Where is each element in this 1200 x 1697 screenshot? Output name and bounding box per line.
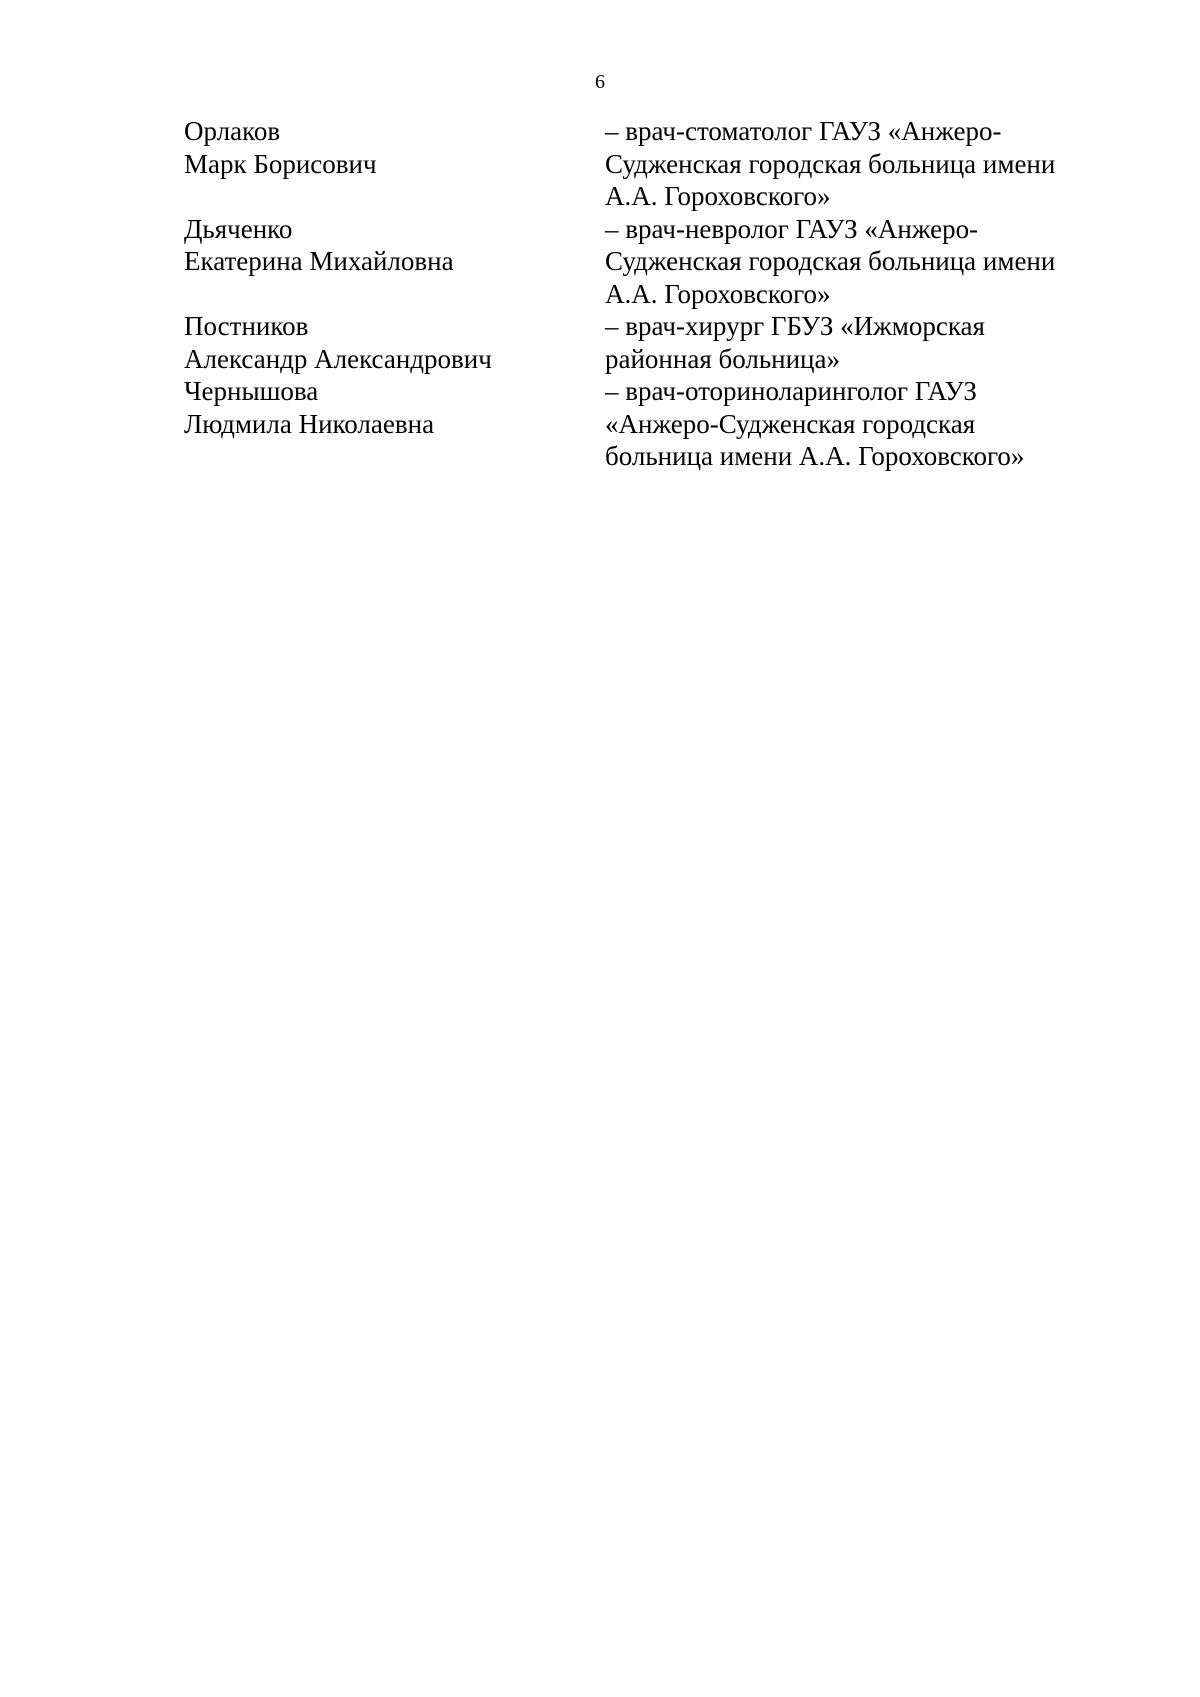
staff-name <box>184 213 605 311</box>
surname: Постников <box>184 311 309 341</box>
position-line: А.А. Гороховского» <box>605 278 831 309</box>
given-names: Екатерина Михайловна <box>184 246 454 276</box>
surname: Чернышова <box>184 376 319 406</box>
staff-entry <box>184 310 1104 375</box>
position-line: районная больница» <box>605 343 840 374</box>
given-names: Людмила Николаевна <box>184 408 435 439</box>
surname: Орлаков <box>184 116 281 146</box>
given-names: Марк Борисович <box>184 148 377 179</box>
staff-position <box>605 310 1104 375</box>
position-line: «Анжеро-Судженская городская <box>605 408 976 439</box>
staff-entry <box>184 375 1104 473</box>
staff-name <box>184 310 605 375</box>
position-line: – врач-невролог ГАУЗ «Анжеро- <box>605 213 979 244</box>
surname: Дьяченко <box>184 213 293 244</box>
position-line: – врач-хирург ГБУЗ «Ижморская <box>605 311 985 341</box>
position-line: А.А. Гороховского» <box>605 181 831 211</box>
staff-position <box>605 375 1104 473</box>
staff-position <box>605 115 1104 213</box>
position-line: Судженская городская больница имени <box>605 148 1056 179</box>
staff-entry <box>184 213 1104 311</box>
page-number: 6 <box>595 71 605 93</box>
staff-list <box>184 115 1104 473</box>
staff-name <box>184 375 605 473</box>
position-line: – врач-оториноларинголог ГАУЗ <box>605 376 977 406</box>
staff-position <box>605 213 1104 311</box>
staff-name <box>184 115 605 213</box>
position-line: Судженская городская больница имени <box>605 246 1056 276</box>
position-line: больница имени А.А. Гороховского» <box>605 441 1025 471</box>
position-line: – врач-стоматолог ГАУЗ «Анжеро- <box>605 116 1002 146</box>
staff-entry <box>184 115 1104 213</box>
given-names: Александр Александрович <box>184 343 492 374</box>
